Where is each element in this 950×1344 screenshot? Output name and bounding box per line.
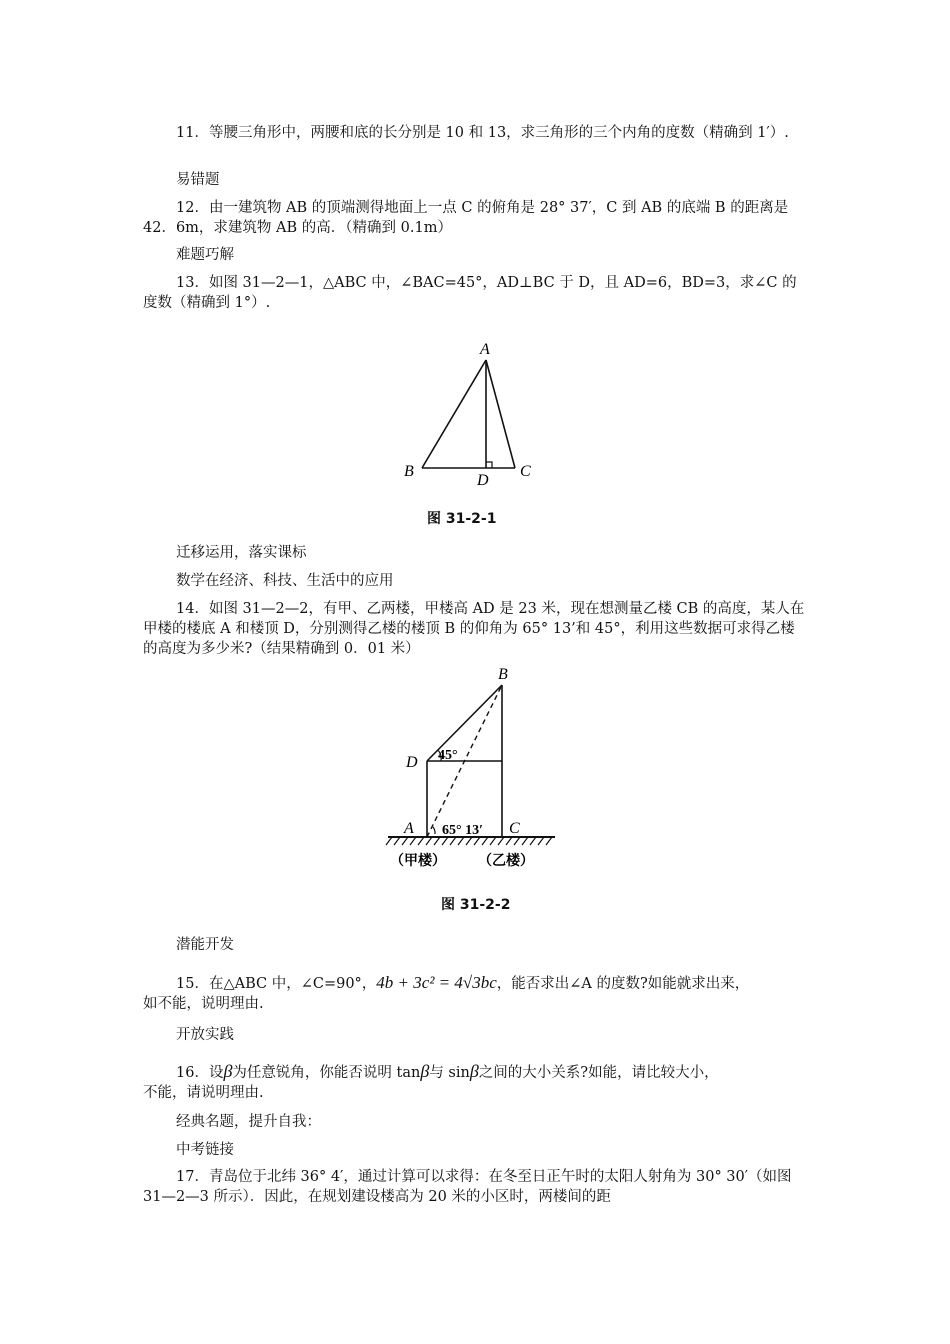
q15-line2: 如不能，说明理由. [143, 996, 264, 1012]
angle-label-45: 45° [438, 748, 458, 763]
q16-line2: 不能，请说明理由. [143, 1085, 264, 1101]
q15-suffix: ，能否求出∠A 的度数?如能就求出来， [496, 976, 750, 992]
section-heading-open: 开放实践 [176, 1027, 234, 1043]
beta-symbol: β [223, 1061, 233, 1081]
q15-prefix: 15．在△ABC 中，∠C=90°， [176, 976, 377, 992]
section-heading-application: 数学在经济、科技、生活中的应用 [176, 573, 394, 589]
figure-31-2-1 [400, 322, 550, 494]
side-ab [422, 360, 486, 468]
side-ac [486, 360, 515, 468]
question-16 [143, 1061, 808, 1103]
figure-31-2-2 [380, 660, 580, 882]
angle-arc-a [433, 827, 435, 834]
question-14: 14．如图 31—2—2，有甲、乙两楼，甲楼高 AD 是 23 米，现在想测量乙楼 CB 的高度，某人在甲楼的楼底 A 和楼顶 D，分别测得乙楼的楼顶 B 的仰角为 65° 13’和 45°，利用这些数据可求得乙楼的高度为多少米?（结果精确到 0．01 米） [143, 601, 805, 657]
section-heading-transfer: 迁移运用，落实课标 [176, 545, 307, 561]
figure-caption-31-2-1: 图 31-2-1 [427, 511, 497, 527]
question-11: 11．等腰三角形中，两腰和底的长分别是 10 和 13，求三角形的三个内角的度数（精确到 1′）. [176, 125, 789, 141]
q16-part2: 为任意锐角，你能否说明 tan [232, 1065, 421, 1081]
question-12: 12．由一建筑物 AB 的顶端测得地面上一点 C 的俯角是 28° 37′，C 到 AB 的底端 B 的距离是 42．6m，求建筑物 AB 的高．（精确到 0.1m） [143, 200, 789, 236]
section-heading-classic: 经典名题，提升自我： [176, 1114, 321, 1130]
question-15 [143, 973, 808, 1014]
figure-caption-31-2-2: 图 31-2-2 [441, 897, 511, 913]
label-c: C [509, 820, 520, 837]
q15-formula: 4b + 3c² = 4√3bc [376, 973, 497, 992]
angle-label-65-13: 65° 13′ [442, 823, 484, 838]
section-heading-hard: 难题巧解 [176, 247, 234, 263]
label-b: B [498, 666, 508, 683]
label-a: A [404, 820, 414, 837]
question-17: 17．青岛位于北纬 36° 4′，通过计算可以求得：在冬至日正午时的太阳人射角为 30° 30′（如图 31—2—3 所示）．因此，在规划建设楼高为 20 米的小区时，两楼间的距 [143, 1169, 792, 1205]
q16-part1: 16．设 [176, 1065, 224, 1081]
section-heading-potential: 潜能开发 [176, 937, 234, 953]
q16-part3: 与 sin [429, 1065, 470, 1081]
section-heading-exam: 中考链接 [176, 1142, 234, 1158]
building-yi-label: （乙楼） [478, 854, 534, 869]
beta-symbol: β [469, 1061, 479, 1081]
label-a: A [480, 341, 490, 358]
label-d: D [477, 472, 489, 489]
ground-hatching [386, 837, 552, 845]
question-13: 13．如图 31—2—1，△ABC 中，∠BAC=45°，AD⊥BC 于 D，且 AD=6，BD=3，求∠C 的度数（精确到 1°）. [143, 275, 797, 311]
right-angle-mark [486, 462, 492, 468]
label-b: B [404, 463, 414, 480]
label-c: C [520, 463, 531, 480]
q16-part4: 之间的大小关系?如能，请比较大小， [478, 1065, 719, 1081]
beta-symbol: β [420, 1061, 430, 1081]
building-jia-label: （甲楼） [390, 854, 446, 869]
label-d: D [406, 754, 418, 771]
section-heading-easy-mistake: 易错题 [176, 172, 220, 188]
